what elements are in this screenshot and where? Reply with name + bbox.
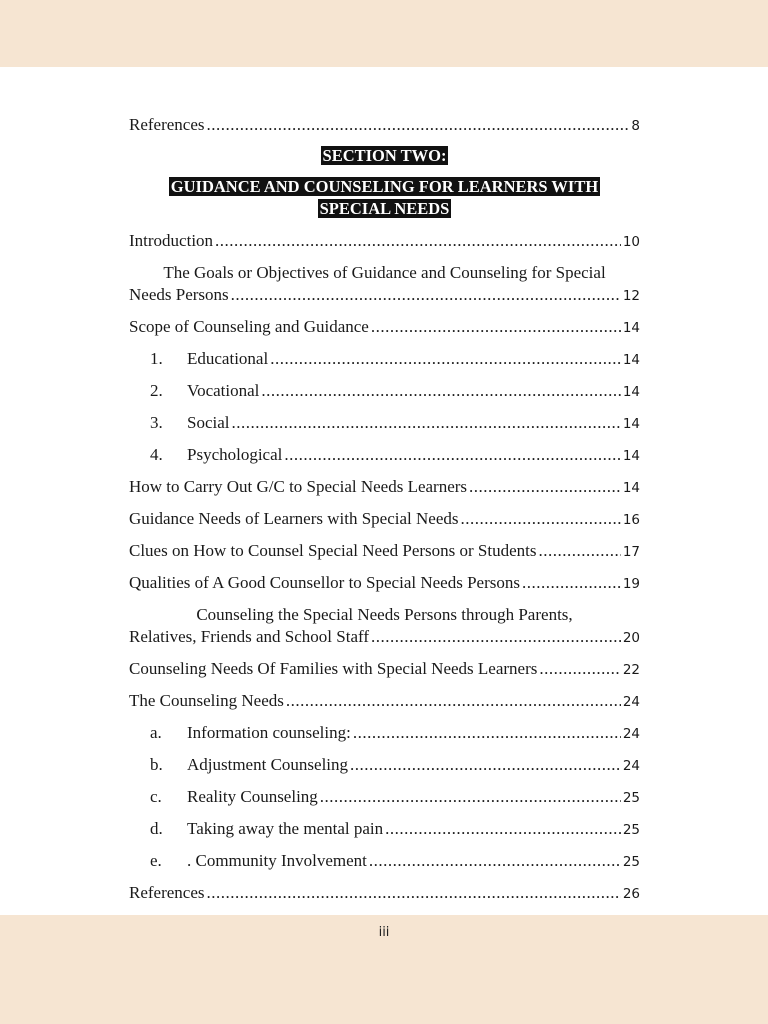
toc-entry-clues[interactable] bbox=[129, 540, 640, 563]
dot-leader bbox=[539, 540, 621, 562]
toc-entry-title: Scope of Counseling and Guidance bbox=[129, 317, 369, 336]
toc-entry-title: Information counseling: bbox=[187, 723, 351, 742]
toc-entry-title: Introduction bbox=[129, 231, 214, 250]
toc-entry-the-counseling-needs[interactable] bbox=[129, 690, 640, 713]
toc-entry-page: 19 bbox=[622, 576, 640, 592]
toc-entry-title: Reality Counseling bbox=[187, 787, 318, 806]
dot-leader bbox=[231, 284, 621, 306]
toc-entry-page: 14 bbox=[622, 384, 640, 400]
dot-leader bbox=[320, 786, 621, 808]
toc-entry-title: Guidance Needs of Learners with Special Needs bbox=[129, 509, 459, 528]
toc-entry-guidance-needs[interactable] bbox=[129, 508, 640, 531]
toc-entry-page: 10 bbox=[622, 234, 640, 250]
dot-leader bbox=[207, 882, 621, 904]
dot-leader bbox=[350, 754, 621, 776]
toc-entry-information-counseling[interactable] bbox=[129, 722, 640, 745]
toc-entry-how-to-carry-out[interactable] bbox=[129, 476, 640, 499]
section-heading bbox=[129, 145, 640, 167]
list-marker: e. bbox=[150, 851, 162, 870]
dot-leader bbox=[270, 348, 621, 370]
toc-entry-page: 22 bbox=[622, 662, 640, 678]
dot-leader bbox=[469, 476, 621, 498]
toc-entry-page: 24 bbox=[622, 694, 640, 710]
list-marker: b. bbox=[150, 755, 163, 774]
toc-entry-page: 14 bbox=[622, 448, 640, 464]
toc-entry-title: Clues on How to Counsel Special Need Persons or Students bbox=[129, 541, 537, 560]
section-title: SECTION TWO: bbox=[322, 146, 447, 165]
toc-entry-page: 25 bbox=[622, 854, 640, 870]
toc-entry-title-line1: The Goals or Objectives of Guidance and Counseling for Special bbox=[163, 263, 606, 282]
toc-entry-page: 26 bbox=[622, 886, 640, 902]
toc-entry-adjustment-counseling[interactable] bbox=[129, 754, 640, 777]
toc-entry-references[interactable] bbox=[129, 114, 640, 137]
list-marker: 4. bbox=[150, 445, 163, 464]
dot-leader bbox=[353, 722, 621, 744]
list-marker: 2. bbox=[150, 381, 163, 400]
table-of-contents bbox=[129, 114, 640, 905]
toc-entry-title: Adjustment Counseling bbox=[187, 755, 349, 774]
toc-entry-page: 14 bbox=[622, 416, 640, 432]
toc-entry-page: 24 bbox=[622, 726, 640, 742]
toc-entry-page: 14 bbox=[622, 320, 640, 336]
list-marker: 3. bbox=[150, 413, 163, 432]
toc-entry-title: Counseling Needs Of Families with Special Needs Learners bbox=[129, 659, 538, 678]
list-marker: c. bbox=[150, 787, 162, 806]
section-subtitle-line2: SPECIAL NEEDS bbox=[319, 199, 450, 218]
toc-entry-title: References bbox=[129, 883, 205, 902]
dot-leader bbox=[371, 626, 621, 648]
toc-entry-title: Vocational bbox=[187, 381, 260, 400]
dot-leader bbox=[284, 444, 620, 466]
dot-leader bbox=[232, 412, 621, 434]
page-number: iii bbox=[378, 925, 390, 940]
dot-leader bbox=[539, 658, 620, 680]
toc-entry-title: References bbox=[129, 115, 205, 134]
toc-entry-page: 20 bbox=[622, 630, 640, 646]
dot-leader bbox=[460, 508, 620, 530]
toc-entry-goals[interactable] bbox=[129, 262, 640, 307]
dot-leader bbox=[369, 850, 621, 872]
toc-entry-page: 25 bbox=[622, 790, 640, 806]
dot-leader bbox=[522, 572, 621, 594]
toc-entry-title: . Community Involvement bbox=[187, 851, 367, 870]
toc-entry-page: 25 bbox=[622, 822, 640, 838]
toc-entry-page: 24 bbox=[622, 758, 640, 774]
toc-entry-introduction[interactable] bbox=[129, 230, 640, 253]
list-marker: d. bbox=[150, 819, 163, 838]
toc-entry-page: 12 bbox=[622, 288, 640, 304]
toc-entry-social[interactable] bbox=[129, 412, 640, 435]
dot-leader bbox=[286, 690, 621, 712]
dot-leader bbox=[215, 230, 621, 252]
section-subtitle bbox=[129, 176, 640, 220]
toc-entry-psychological[interactable] bbox=[129, 444, 640, 467]
section-subtitle-line1: GUIDANCE AND COUNSELING FOR LEARNERS WITH bbox=[170, 177, 599, 196]
toc-entry-mental-pain[interactable] bbox=[129, 818, 640, 841]
dot-leader bbox=[207, 114, 630, 136]
toc-entry-references-2[interactable] bbox=[129, 882, 640, 905]
dot-leader bbox=[371, 316, 621, 338]
toc-entry-scope[interactable] bbox=[129, 316, 640, 339]
toc-entry-title: Educational bbox=[187, 349, 269, 368]
toc-entry-page: 14 bbox=[622, 352, 640, 368]
toc-entry-vocational[interactable] bbox=[129, 380, 640, 403]
toc-entry-title: The Counseling Needs bbox=[129, 691, 284, 710]
toc-entry-educational[interactable] bbox=[129, 348, 640, 371]
toc-entry-title: Psychological bbox=[187, 445, 283, 464]
toc-entry-title: Needs Persons bbox=[129, 285, 229, 304]
toc-entry-community-involvement[interactable] bbox=[129, 850, 640, 873]
toc-entry-page: 14 bbox=[622, 480, 640, 496]
document-page bbox=[0, 67, 768, 915]
toc-entry-title-line1: Counseling the Special Needs Persons through Parents, bbox=[196, 605, 573, 624]
toc-entry-page: 17 bbox=[622, 544, 640, 560]
toc-entry-counseling-needs-families[interactable] bbox=[129, 658, 640, 681]
dot-leader bbox=[261, 380, 620, 402]
toc-entry-title: Social bbox=[187, 413, 230, 432]
dot-leader bbox=[385, 818, 621, 840]
toc-entry-title: How to Carry Out G/C to Special Needs Learners bbox=[129, 477, 468, 496]
toc-entry-page: 8 bbox=[631, 118, 640, 134]
toc-entry-title: Qualities of A Good Counsellor to Special Needs Persons bbox=[129, 573, 520, 592]
toc-entry-title: Taking away the mental pain bbox=[187, 819, 384, 838]
toc-entry-title: Relatives, Friends and School Staff bbox=[129, 627, 370, 646]
toc-entry-page: 16 bbox=[622, 512, 640, 528]
toc-entry-counseling-through-parents[interactable] bbox=[129, 604, 640, 649]
list-marker: a. bbox=[150, 723, 162, 742]
toc-entry-reality-counseling[interactable] bbox=[129, 786, 640, 809]
list-marker: 1. bbox=[150, 349, 163, 368]
toc-entry-qualities[interactable] bbox=[129, 572, 640, 595]
